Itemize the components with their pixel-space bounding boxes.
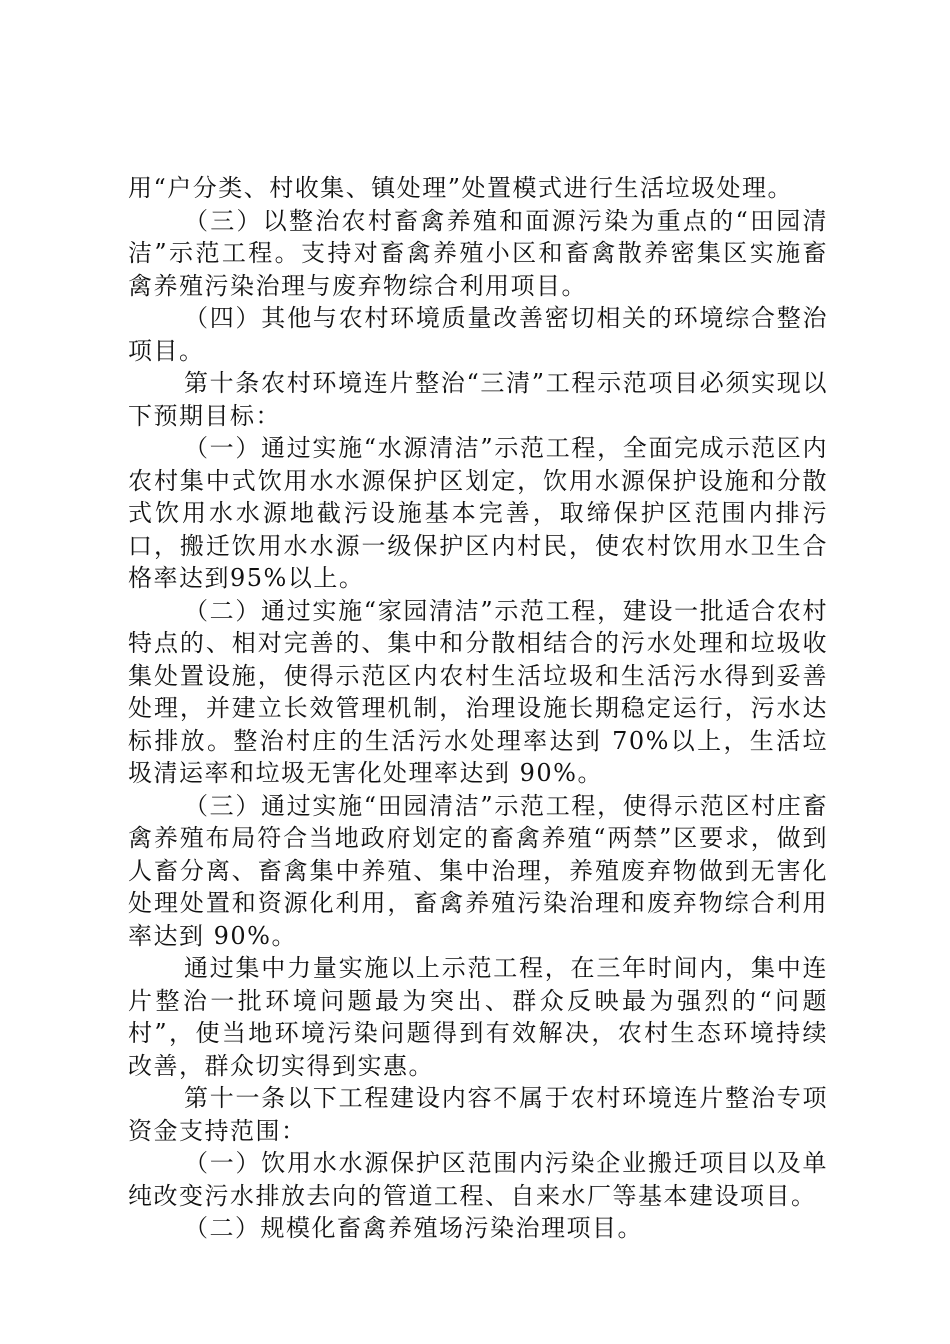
paragraph-exclusion-2: （二）规模化畜禽养殖场污染治理项目。 bbox=[184, 1214, 643, 1242]
paragraph-article-10: 第十条农村环境连片整治“三清”工程示范项目必须实现以下预期目标： bbox=[128, 369, 828, 430]
paragraph-summary: 通过集中力量实施以上示范工程，在三年时间内，集中连片整治一批环境问题最为突出、群众反映最为强烈的“问题村”，使当地环境污染问题得到有效解决，农村生态环境持续改善，群众切实得到实惠。 bbox=[128, 954, 828, 1080]
paragraph-item-3-tianyuan: （三）以整治农村畜禽养殖和面源污染为重点的“田园清洁”示范工程。支持对畜禽养殖小区和畜禽散养密集区实施畜禽养殖污染治理与废弃物综合利用项目。 bbox=[128, 206, 828, 300]
document-body bbox=[128, 172, 828, 1245]
paragraph-goal-2-home: （二）通过实施“家园清洁”示范工程，建设一批适合农村特点的、相对完善的、集中和分散相结合的污水处理和垃圾收集处置设施，使得示范区内农村生活垃圾和生活污水得到妥善处理，并建立长效管理机制，治理设施长期稳定运行，污水达标排放。整治村庄的生活污水处理率达到 70%以上，生活垃圾清运率和垃圾无害化处理率达到 90%。 bbox=[128, 596, 828, 787]
paragraph-continuation: 用“户分类、村收集、镇处理”处置模式进行生活垃圾处理。 bbox=[128, 174, 794, 202]
paragraph-exclusion-1: （一）饮用水水源保护区范围内污染企业搬迁项目以及单纯改变污水排放去向的管道工程、自来水厂等基本建设项目。 bbox=[128, 1149, 828, 1210]
paragraph-goal-3-field: （三）通过实施“田园清洁”示范工程，使得示范区村庄畜禽养殖布局符合当地政府划定的畜禽养殖“两禁”区要求，做到人畜分离、畜禽集中养殖、集中治理，养殖废弃物做到无害化处理处置和资源化利用，畜禽养殖污染治理和废弃物综合利用率达到 90%。 bbox=[128, 791, 828, 950]
paragraph-article-11: 第十一条以下工程建设内容不属于农村环境连片整治专项资金支持范围： bbox=[128, 1084, 828, 1145]
paragraph-goal-1-water: （一）通过实施“水源清洁”示范工程，全面完成示范区内农村集中式饮用水水源保护区划定，饮用水源保护设施和分散式饮用水水源地截污设施基本完善，取缔保护区范围内排污口，搬迁饮用水水源一级保护区内村民，使农村饮用水卫生合格率达到95%以上。 bbox=[128, 434, 828, 592]
paragraph-item-4-other: （四）其他与农村环境质量改善密切相关的环境综合整治项目。 bbox=[128, 304, 828, 365]
